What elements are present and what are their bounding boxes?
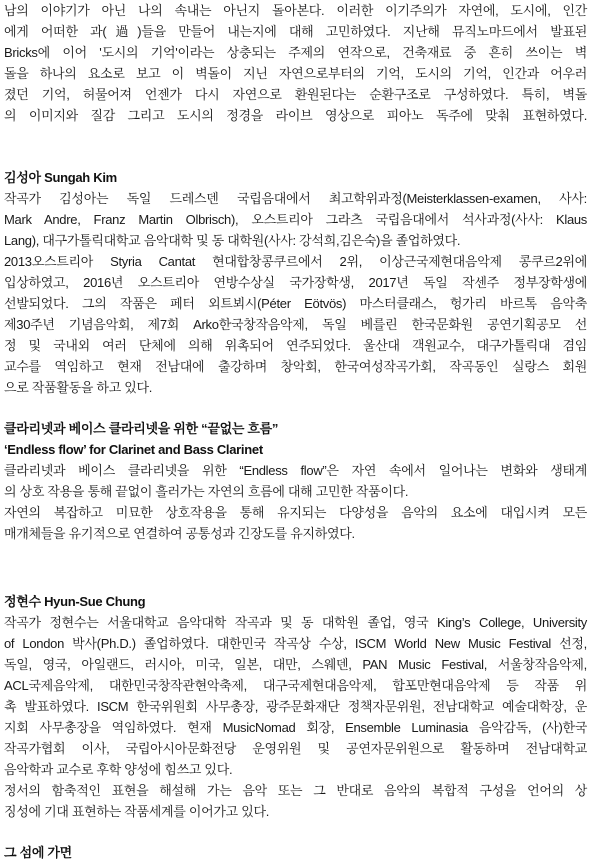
work-description-endless-flow [4, 460, 587, 544]
text-line: 지회 사무총장을 역임하였다. 현재 MusicNomad 회장, Ensemble Luminasia 음악감독, (사)한국 [4, 720, 587, 735]
composer-name-heading-kim-sungah: 김성아 Sungah Kim [4, 170, 117, 185]
text-line: 정서의 함축적인 표현을 해설해 가는 음악 또는 그 반대로 음악의 복합적 구성을 언어의 상 [4, 783, 587, 798]
text-line: of London 박사(Ph.D.) 졸업하였다. 대한민국 작곡상 수상, ISCM World New Music Festival 선정, [4, 636, 587, 651]
text-line: 촉 발표하였다. ISCM 한국위원회 사무총장, 광주문화재단 정책자문위원, 전남대학교 예술대학장, 운 [4, 699, 587, 714]
work-title-english-heading: ‘Endless flow’ for Clarinet and Bass Clarinet [4, 442, 263, 457]
text-line: 남의 이야기가 아닌 나의 속내는 아닌지 돌아본다. 이러한 이기주의가 자연에, 도시에, 인간 [4, 3, 587, 18]
paragraph [4, 0, 587, 126]
text-line: 독일, 영국, 아일랜드, 러시아, 미국, 일본, 대만, 스웨덴, PAN Music Festival, 서울창작음악제, [4, 657, 587, 672]
text-line: Bricks에 이어 '도시의 기억'이라는 상충되는 주제의 연작으로, 건축재료 중 흔히 쓰이는 벽 [4, 45, 587, 60]
text-line: Lang), 대구가톨릭대학교 음악대학 및 동 대학원(사사: 강석희,김은숙)을 졸업하였다. [4, 233, 461, 248]
paragraph [4, 612, 587, 780]
text-line: 의 이미지와 질감 그리고 도시의 정경을 라이브 영상으로 피아노 독주에 맞춰 표현하였다. [4, 108, 587, 123]
text-line: 돌을 하나의 요소로 보고 이 벽돌이 지닌 자연으로부터의 기억, 도시의 기억, 인간과 어우러 [4, 66, 587, 81]
paragraph [4, 780, 587, 822]
section-intro-continued [4, 0, 587, 126]
text-line: Mark Andre, Franz Martin Olbrisch), 오스트리아 그라츠 국립음대에서 석사과정(사사: Klaus [4, 212, 587, 227]
text-line: 자연의 복잡하고 미묘한 상호작용을 통해 유지되는 다양성을 음악의 요소에 대입시켜 모든 [4, 505, 587, 520]
text-line: 정 및 국내외 여러 단체에 의해 위촉되어 연주되었다. 울산대 객원교수, 대구가톨릭대 겸임 [4, 338, 587, 353]
section-composer-kim-sungah [4, 167, 587, 398]
text-line: 징성에 기대 표현하는 작품세계를 이어가고 있다. [4, 804, 270, 819]
text-line: 클라리넷과 베이스 클라리넷을 위한 “Endless flow”은 자연 속에서 일어나는 변화와 생태계 [4, 463, 587, 478]
composer-bio-chung-hyun-sue [4, 612, 587, 822]
text-line: 2013오스트리아 Styria Cantat 현대합창콩쿠르에서 2위, 이상근국제현대음악제 콩쿠르2위에 [4, 254, 587, 269]
composer-bio-kim-sungah [4, 188, 587, 398]
work-title-heading-geu-seome-gamyeon: 그 섬에 가면 [4, 845, 72, 860]
text-line: 입상하였고, 2016년 오스트리아 연방수상실 국가장학생, 2017년 독일 작센주 정부장학생에 [4, 275, 587, 290]
text-line: 작곡가협회 이사, 국립아시아문화전당 운영위원 및 공연자문위원으로 활동하며 전남대학교 [4, 741, 587, 756]
text-line: 선발되었다. 그의 작품은 페터 외트뵈시(Péter Eötvös) 마스터클래스, 헝가리 바르톡 음악축 [4, 296, 587, 311]
composer-name-heading-chung-hyun-sue: 정현수 Hyun-Sue Chung [4, 594, 146, 609]
text-line: 음악학과 교수로 후학 양성에 힘쓰고 있다. [4, 762, 233, 777]
paragraph [4, 251, 587, 398]
paragraph [4, 188, 587, 251]
text-line: 의 상호 작용을 통해 끝없이 흘러가는 자연의 흐름에 대해 고민한 작품이다. [4, 484, 409, 499]
text-line: 작곡가 정현수는 서울대학교 음악대학 작곡과 및 동 대학원 졸업, 영국 King’s College, University [4, 615, 587, 630]
text-line: ACL국제음악제, 대한민국창작관현악축제, 대구국제현대음악제, 합포만현대음악제 등 작품 위 [4, 678, 587, 693]
intro-paragraph [4, 0, 587, 126]
text-line: 교수를 역임하고 현재 전남대에 출강하며 창악회, 한국여성작곡가회, 작곡동인 실랑스 회원 [4, 359, 587, 374]
text-line: 에게 어떠한 과(過)들을 만들어 내는지에 대해 고민하였다. 지난해 뮤직노마드에서 발표된 [4, 24, 587, 39]
paragraph [4, 502, 587, 544]
text-line: 매개체들을 유기적으로 연결하여 공통성과 긴장도를 유지하였다. [4, 526, 355, 541]
section-work-geu-seome-gamyeon [4, 842, 587, 863]
section-work-endless-flow [4, 418, 587, 544]
text-line: 졌던 기억, 허물어져 언젠가 다시 자연으로 환원된다는 순환구조로 구성하였다. 특히, 벽돌 [4, 87, 587, 102]
text-line: 작곡가 김성아는 독일 드레스덴 국립음대에서 최고학위과정(Meisterklassen-examen, 사사: [4, 191, 587, 206]
work-title-korean-heading: 클라리넷과 베이스 클라리넷을 위한 “끝없는 흐름” [4, 421, 279, 436]
section-composer-chung-hyun-sue [4, 591, 587, 822]
paragraph [4, 460, 587, 502]
text-line: 으로 작품활동을 하고 있다. [4, 380, 153, 395]
text-line: 제30주년 기념음악회, 제7회 Arko한국창작음악제, 독일 베를린 한국문화원 공연기획공모 선 [4, 317, 587, 332]
